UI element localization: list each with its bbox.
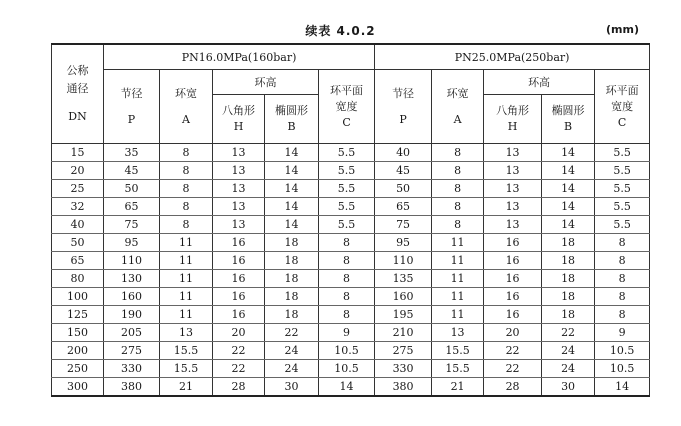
- dn-header-symbol: DN: [68, 110, 87, 123]
- table-cell: 330: [104, 360, 160, 378]
- table-cell: 22: [265, 324, 319, 342]
- table-cell: 50: [104, 180, 160, 198]
- table-cell: 15.5: [432, 360, 484, 378]
- table-cell: 11: [160, 252, 213, 270]
- table-cell: 18: [265, 288, 319, 306]
- pn25-pitch-header: 节径 P: [375, 70, 432, 144]
- pn16-height-header: 环高: [213, 70, 319, 95]
- table-row: [52, 144, 650, 162]
- table-cell: 5.5: [595, 180, 650, 198]
- table-cell: 8: [595, 288, 650, 306]
- table-cell: 18: [542, 288, 595, 306]
- table-cell: 190: [104, 306, 160, 324]
- table-cell: 10.5: [319, 360, 375, 378]
- dn-cell: 200: [52, 342, 104, 360]
- dn-cell: 20: [52, 162, 104, 180]
- table-cell: 11: [432, 252, 484, 270]
- dn-cell: 125: [52, 306, 104, 324]
- table-cell: 10.5: [595, 342, 650, 360]
- pn25-width-header: 环宽 A: [432, 70, 484, 144]
- pn16-octagon-header: 八角形 H: [213, 95, 265, 144]
- table-cell: 8: [160, 162, 213, 180]
- table-cell: 24: [265, 342, 319, 360]
- table-cell: 10.5: [595, 360, 650, 378]
- pn16-group-header: PN16.0MPa(160bar): [104, 44, 375, 70]
- table-cell: 50: [375, 180, 432, 198]
- table-cell: 14: [319, 378, 375, 397]
- table-cell: 14: [265, 180, 319, 198]
- table-cell: 18: [542, 270, 595, 288]
- dn-cell: 65: [52, 252, 104, 270]
- dn-cell: 80: [52, 270, 104, 288]
- table-cell: 5.5: [319, 180, 375, 198]
- table-cell: 8: [432, 144, 484, 162]
- table-cell: 8: [432, 162, 484, 180]
- table-cell: 16: [213, 234, 265, 252]
- dn-cell: 40: [52, 216, 104, 234]
- table-cell: 8: [595, 306, 650, 324]
- table-cell: 10.5: [319, 342, 375, 360]
- table-row: [52, 288, 650, 306]
- table-cell: 14: [265, 162, 319, 180]
- table-cell: 16: [484, 306, 542, 324]
- dn-cell: 300: [52, 378, 104, 397]
- table-cell: 9: [319, 324, 375, 342]
- table-cell: 8: [319, 234, 375, 252]
- table-cell: 14: [265, 198, 319, 216]
- table-cell: 14: [595, 378, 650, 397]
- table-cell: 11: [432, 234, 484, 252]
- table-cell: 75: [104, 216, 160, 234]
- pn16-flat-header: 环平面 宽度 C: [319, 70, 375, 144]
- table-cell: 24: [542, 342, 595, 360]
- table-cell: 16: [213, 306, 265, 324]
- pn25-octagon-header: 八角形 H: [484, 95, 542, 144]
- table-cell: 110: [104, 252, 160, 270]
- table-row: [52, 342, 650, 360]
- table-cell: 9: [595, 324, 650, 342]
- table-cell: 160: [375, 288, 432, 306]
- table-cell: 95: [375, 234, 432, 252]
- table-cell: 5.5: [595, 216, 650, 234]
- table-cell: 18: [542, 252, 595, 270]
- table-row: [52, 270, 650, 288]
- table-cell: 13: [213, 198, 265, 216]
- table-cell: 205: [104, 324, 160, 342]
- dn-cell: 25: [52, 180, 104, 198]
- table-cell: 22: [542, 324, 595, 342]
- table-body: [52, 144, 650, 397]
- table-cell: 380: [375, 378, 432, 397]
- dn-cell: 15: [52, 144, 104, 162]
- table-cell: 130: [104, 270, 160, 288]
- table-row: [52, 378, 650, 397]
- table-cell: 14: [265, 144, 319, 162]
- table-cell: 8: [432, 180, 484, 198]
- table-cell: 18: [542, 234, 595, 252]
- table-cell: 8: [160, 216, 213, 234]
- table-cell: 18: [265, 234, 319, 252]
- table-cell: 75: [375, 216, 432, 234]
- table-row: [52, 198, 650, 216]
- table-cell: 18: [265, 270, 319, 288]
- table-cell: 13: [213, 162, 265, 180]
- table-cell: 16: [213, 252, 265, 270]
- table-cell: 20: [484, 324, 542, 342]
- table-row: [52, 252, 650, 270]
- table-row: [52, 306, 650, 324]
- table-cell: 380: [104, 378, 160, 397]
- table-cell: 8: [319, 270, 375, 288]
- table-cell: 13: [213, 144, 265, 162]
- table-caption: 续表 4.0.2: [305, 24, 376, 38]
- table-cell: 16: [484, 252, 542, 270]
- table-cell: 14: [542, 144, 595, 162]
- table-cell: 22: [484, 360, 542, 378]
- table-cell: 18: [542, 306, 595, 324]
- table-cell: 11: [432, 270, 484, 288]
- table-cell: 8: [160, 198, 213, 216]
- table-cell: 28: [484, 378, 542, 397]
- flange-ring-table: [51, 43, 650, 397]
- dn-header-line1: 公称: [66, 64, 89, 77]
- table-cell: 65: [375, 198, 432, 216]
- table-row: [52, 162, 650, 180]
- table-cell: 15.5: [432, 342, 484, 360]
- table-cell: 21: [432, 378, 484, 397]
- table-cell: 13: [484, 162, 542, 180]
- table-cell: 11: [432, 306, 484, 324]
- table-cell: 15.5: [160, 342, 213, 360]
- table-cell: 8: [160, 180, 213, 198]
- dn-cell: 100: [52, 288, 104, 306]
- dn-cell: 32: [52, 198, 104, 216]
- table-cell: 14: [542, 198, 595, 216]
- table-cell: 5.5: [319, 216, 375, 234]
- pn25-group-header: PN25.0MPa(250bar): [375, 44, 650, 70]
- table-cell: 13: [484, 180, 542, 198]
- table-cell: 65: [104, 198, 160, 216]
- table-row: [52, 360, 650, 378]
- table-cell: 13: [160, 324, 213, 342]
- pn16-oval-header: 椭圆形 B: [265, 95, 319, 144]
- table-cell: 16: [213, 270, 265, 288]
- table-cell: 195: [375, 306, 432, 324]
- table-cell: 11: [160, 234, 213, 252]
- table-cell: 5.5: [595, 144, 650, 162]
- table-cell: 160: [104, 288, 160, 306]
- dn-header-line2: 通径: [66, 82, 89, 95]
- table-cell: 8: [160, 144, 213, 162]
- table-cell: 8: [319, 252, 375, 270]
- table-cell: 13: [432, 324, 484, 342]
- table-cell: 16: [213, 288, 265, 306]
- table-cell: 20: [213, 324, 265, 342]
- table-cell: 8: [595, 252, 650, 270]
- table-cell: 8: [595, 270, 650, 288]
- table-row: [52, 180, 650, 198]
- table-cell: 275: [104, 342, 160, 360]
- table-cell: 22: [213, 342, 265, 360]
- table-cell: 95: [104, 234, 160, 252]
- table-cell: 5.5: [595, 198, 650, 216]
- dn-header: [52, 44, 104, 144]
- table-cell: 18: [265, 252, 319, 270]
- table-cell: 22: [484, 342, 542, 360]
- table-cell: 13: [484, 198, 542, 216]
- table-cell: 30: [265, 378, 319, 397]
- table-cell: 24: [265, 360, 319, 378]
- table-cell: 8: [432, 216, 484, 234]
- table-cell: 14: [542, 216, 595, 234]
- table-cell: 16: [484, 270, 542, 288]
- table-cell: 14: [542, 162, 595, 180]
- table-cell: 16: [484, 288, 542, 306]
- table-cell: 5.5: [595, 162, 650, 180]
- table-cell: 11: [432, 288, 484, 306]
- unit-label: (mm): [606, 23, 639, 36]
- table-cell: 15.5: [160, 360, 213, 378]
- table-cell: 11: [160, 288, 213, 306]
- table-cell: 13: [213, 180, 265, 198]
- table-cell: 275: [375, 342, 432, 360]
- table-cell: 5.5: [319, 198, 375, 216]
- table-cell: 45: [375, 162, 432, 180]
- table-cell: 18: [265, 306, 319, 324]
- table-row: [52, 324, 650, 342]
- table-row: [52, 234, 650, 252]
- table-row: [52, 216, 650, 234]
- table-cell: 35: [104, 144, 160, 162]
- table-cell: 13: [484, 144, 542, 162]
- table-cell: 210: [375, 324, 432, 342]
- table-cell: 14: [265, 216, 319, 234]
- table-cell: 40: [375, 144, 432, 162]
- pn16-width-header: 环宽 A: [160, 70, 213, 144]
- table-cell: 8: [319, 288, 375, 306]
- table-cell: 8: [432, 198, 484, 216]
- table-cell: 24: [542, 360, 595, 378]
- table-cell: 8: [319, 306, 375, 324]
- table-cell: 28: [213, 378, 265, 397]
- dn-cell: 250: [52, 360, 104, 378]
- table-cell: 13: [213, 216, 265, 234]
- table-cell: 110: [375, 252, 432, 270]
- pn25-height-header: 环高: [484, 70, 595, 95]
- table-cell: 22: [213, 360, 265, 378]
- table-cell: 14: [542, 180, 595, 198]
- dn-cell: 50: [52, 234, 104, 252]
- table-cell: 5.5: [319, 162, 375, 180]
- pn25-flat-header: 环平面 宽度 C: [595, 70, 650, 144]
- pn25-oval-header: 椭圆形 B: [542, 95, 595, 144]
- table-cell: 5.5: [319, 144, 375, 162]
- table-cell: 13: [484, 216, 542, 234]
- table-cell: 11: [160, 270, 213, 288]
- table-cell: 16: [484, 234, 542, 252]
- dn-cell: 150: [52, 324, 104, 342]
- table-cell: 330: [375, 360, 432, 378]
- table-cell: 135: [375, 270, 432, 288]
- table-cell: 45: [104, 162, 160, 180]
- table-cell: 21: [160, 378, 213, 397]
- table-cell: 30: [542, 378, 595, 397]
- table-cell: 11: [160, 306, 213, 324]
- table-cell: 8: [595, 234, 650, 252]
- pn16-pitch-header: 节径 P: [104, 70, 160, 144]
